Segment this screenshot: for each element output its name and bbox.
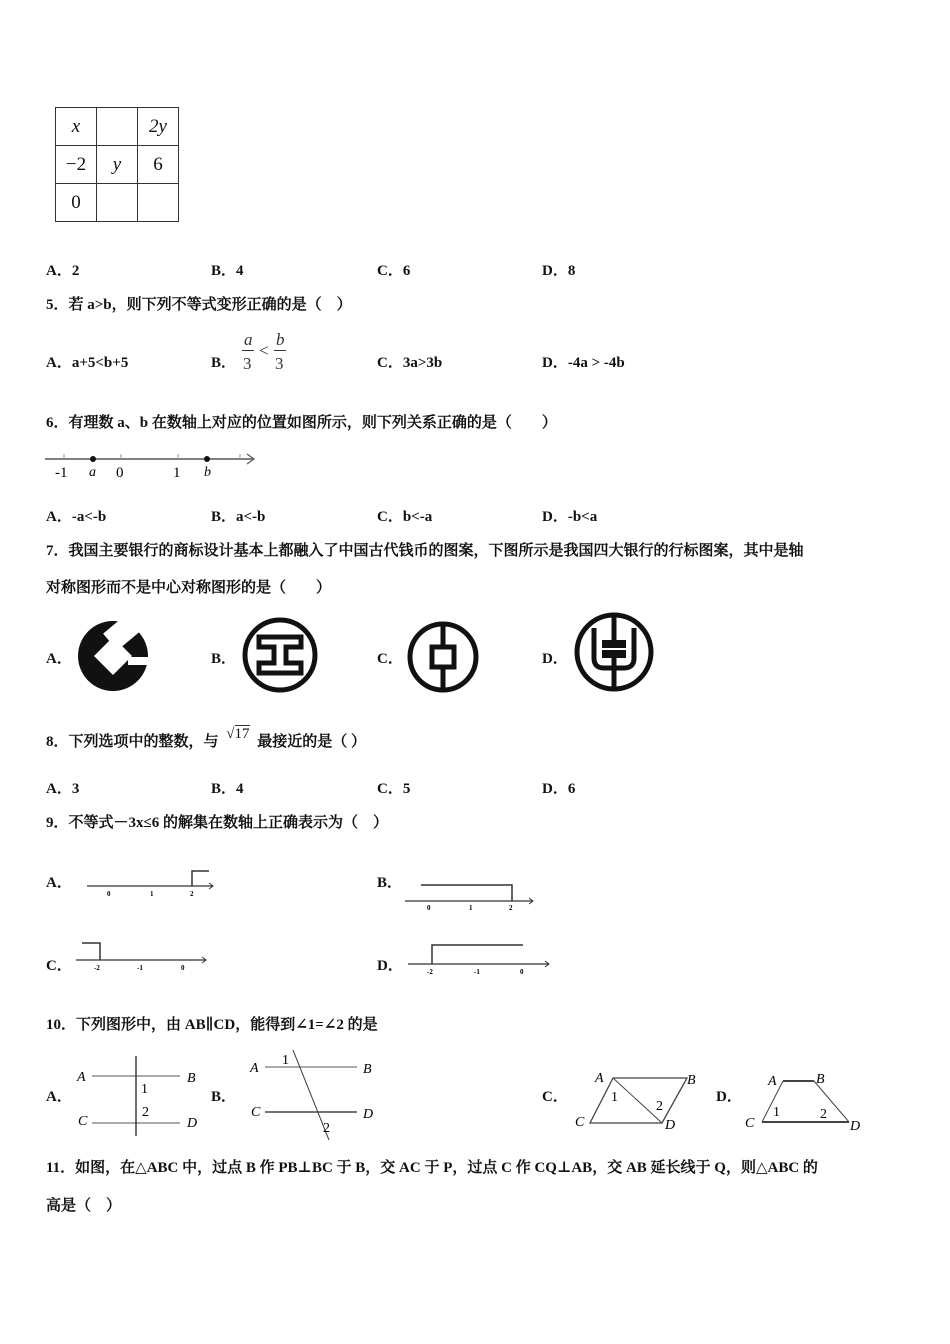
point-a [90, 456, 96, 462]
q8-stem [46, 726, 367, 751]
q8-stem-post: 最接近的是（ ） [257, 734, 367, 750]
q9-option-c: C． [46, 958, 72, 974]
point-label: D [363, 1107, 374, 1122]
angle-label: 1 [282, 1053, 289, 1068]
tick-label: a [89, 465, 96, 480]
q11-stem-line2: 高是（ ） [46, 1198, 122, 1214]
q9-option-b: B． [377, 875, 403, 891]
q9-number-line-d [406, 940, 556, 976]
q9-option-a: A． [46, 875, 72, 891]
q7-option-c: C． [377, 651, 403, 667]
cell [97, 108, 138, 146]
abc-logo-icon [572, 610, 656, 692]
point-label: B [687, 1073, 696, 1088]
cell: y [97, 146, 138, 184]
tick-label: 2 [509, 904, 513, 912]
q10-option-b: B． [211, 1089, 237, 1105]
point-b [204, 456, 210, 462]
q10-option-d: D． [716, 1089, 742, 1105]
denominator: 3 [243, 354, 252, 373]
q11-stem-line1: 11．如图，在△ABC 中，过点 B 作 PB⊥BC 于 B，交 AC 于 P，过点 C 作 CQ⊥AB，交 AB 延长线于 Q，则△ABC 的 [46, 1160, 818, 1176]
point-label: B [187, 1071, 196, 1086]
tick-label: 0 [427, 904, 431, 912]
q8-stem-pre: 8．下列选项中的整数，与 [46, 734, 219, 750]
tick-label: 0 [107, 890, 111, 898]
boc-logo-icon [406, 621, 480, 693]
numerator: b [276, 330, 285, 349]
q5-option-c: C．3a>3b [377, 355, 443, 371]
q7-option-a: A． [46, 651, 72, 667]
tick-label: b [204, 465, 211, 480]
tick-label: 2 [190, 890, 194, 898]
q8-option-d: D．6 [542, 781, 576, 797]
q10-option-c: C． [542, 1089, 568, 1105]
q10-stem: 10．下列图形中，由 AB∥CD，能得到∠1=∠2 的是 [46, 1017, 378, 1033]
q4-option-b: B．4 [211, 263, 244, 279]
point-label: D [850, 1119, 861, 1134]
point-label: A [595, 1071, 604, 1086]
point-label: B [816, 1072, 825, 1087]
tick-label: -2 [427, 968, 433, 976]
q5-option-b: B． [211, 355, 237, 371]
tick-label: -1 [55, 465, 68, 481]
q6-number-line [40, 448, 270, 482]
q8-option-c: C．5 [377, 781, 411, 797]
cell: −2 [56, 146, 97, 184]
q10-figure-b [245, 1048, 380, 1140]
q6-option-c: C．b<-a [377, 509, 433, 525]
q6-option-b: B．a<-b [211, 509, 266, 525]
angle-label: 1 [611, 1090, 618, 1105]
tick-label: 0 [181, 964, 185, 972]
ccb-logo-icon [76, 619, 152, 693]
icbc-logo-icon [241, 617, 319, 693]
tick-label: 1 [150, 890, 154, 898]
sqrt-expression: √17 [226, 726, 250, 742]
q4-option-d: D．8 [542, 263, 576, 279]
less-than: < [259, 341, 269, 360]
cell: 2y [138, 108, 179, 146]
cell: 6 [138, 146, 179, 184]
q10-figure-d [742, 1068, 867, 1134]
q10-figure-c [573, 1068, 703, 1134]
q10-option-a: A． [46, 1089, 72, 1105]
q6-option-a: A．-a<-b [46, 509, 107, 525]
radicand: 17 [234, 726, 250, 742]
numerator: a [244, 330, 253, 349]
tick-label: -1 [137, 964, 143, 972]
point-label: A [768, 1074, 777, 1089]
point-label: A [250, 1061, 259, 1076]
q7-option-b: B． [211, 651, 237, 667]
cell: x [56, 108, 97, 146]
q5-stem: 5．若 a>b，则下列不等式变形正确的是（ ） [46, 297, 352, 313]
q5-option-a: A．a+5<b+5 [46, 355, 129, 371]
point-label: D [187, 1116, 198, 1131]
tick-label: -2 [94, 964, 100, 972]
point-label: C [745, 1116, 755, 1131]
q4-option-c: C．6 [377, 263, 411, 279]
q7-stem-line1: 7．我国主要银行的商标设计基本上都融入了中国古代钱币的图案，下图所示是我国四大银行的行标图案，其中是轴 [46, 543, 804, 559]
q10-figure-a [70, 1052, 210, 1138]
tick-label: -1 [474, 968, 480, 976]
tick-label: 0 [520, 968, 524, 976]
q9-number-line-b [403, 878, 538, 912]
point-label: D [665, 1118, 676, 1133]
point-label: C [575, 1115, 585, 1130]
angle-label: 2 [656, 1099, 663, 1114]
tick-label: 1 [469, 904, 473, 912]
q8-option-b: B．4 [211, 781, 244, 797]
cell [97, 184, 138, 222]
cell [138, 184, 179, 222]
q9-number-line-a [85, 866, 220, 900]
point-label: C [78, 1114, 88, 1129]
point-label: B [363, 1062, 372, 1077]
q9-option-d: D． [377, 958, 403, 974]
angle-label: 1 [773, 1105, 780, 1120]
q6-stem: 6．有理数 a、b 在数轴上对应的位置如图所示，则下列关系正确的是（ ） [46, 415, 557, 431]
tick-label: 0 [116, 465, 124, 481]
q9-number-line-c [74, 938, 209, 972]
angle-label: 2 [142, 1105, 149, 1120]
angle-label: 2 [820, 1107, 827, 1122]
q7-stem-line2: 对称图形而不是中心对称图形的是（ ） [46, 580, 332, 596]
tick-label: 1 [173, 465, 181, 481]
cell: 0 [56, 184, 97, 222]
denominator: 3 [275, 354, 284, 373]
q4-option-a: A．2 [46, 263, 80, 279]
angle-label: 1 [141, 1082, 148, 1097]
q5-option-d: D．-4a > -4b [542, 355, 625, 371]
point-label: A [77, 1070, 86, 1085]
q6-option-d: D．-b<a [542, 509, 598, 525]
q4-table [55, 107, 179, 222]
q9-stem: 9．不等式－3x≤6 的解集在数轴上正确表示为（ ） [46, 815, 388, 831]
q7-option-d: D． [542, 651, 568, 667]
angle-label: 2 [323, 1121, 330, 1136]
q8-option-a: A．3 [46, 781, 80, 797]
point-label: C [251, 1105, 261, 1120]
